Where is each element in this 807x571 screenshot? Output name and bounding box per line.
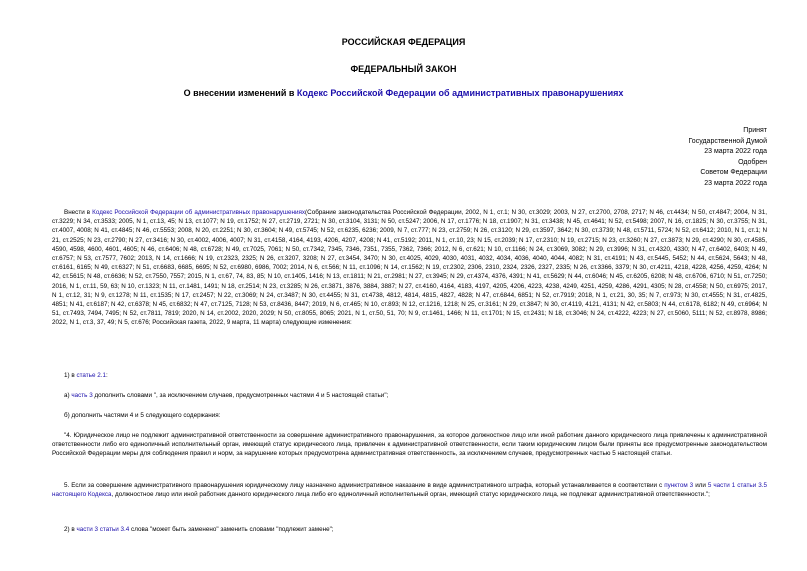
approved-date: 23 марта 2022 года	[704, 179, 767, 187]
article-3-5-link[interactable]: 5 части 1 статьи 3.5 настоящего Кодекса	[52, 482, 767, 499]
point-3-link[interactable]: пунктом 3	[664, 482, 694, 489]
approved-by: Советом Федерации	[700, 169, 767, 176]
item-1a	[52, 391, 767, 400]
part-5-text-c: , должностное лицо или иной работник данного юридического лица либо его единоличный исполнительный орган, имеющий статус юридического лица, не подлежат административной ответственности.";	[111, 491, 710, 499]
intro-code-link[interactable]: Кодекс Российской Федерации об административных правонарушениях	[92, 209, 306, 216]
adoption-info	[688, 126, 767, 189]
approved-label: Одобрен	[738, 158, 767, 166]
code-link[interactable]: Кодекс Российской Федерации об административных правонарушениях	[296, 88, 624, 98]
law-title	[0, 88, 807, 98]
item-1a-prefix: а)	[64, 392, 72, 399]
part-4-paragraph: "4. Юридическое лицо не подлежит административной ответственности за совершение административного правонарушения, за которое должностное лицо или иной работник данного юридического лица привлечены к административной ответственности либо его единоличный исполнительный орган, имеющий статус юридического лица, привлечен к административной ответственности, если таким юридическим лицом были приняты все предусмотренные законодательством Российской Федерации меры для соблюдения правил и норм, за нарушение которых предусмотрена административная ответственность, за исключением случаев, предусмотренных частью 5 настоящей статьи.	[52, 432, 767, 458]
intro-paragraph	[52, 208, 767, 328]
item-2	[52, 525, 767, 534]
part-5-paragraph	[52, 481, 767, 499]
intro-prefix: Внести в	[64, 209, 93, 216]
item-2-text: слова "может быть заменено" заменить словами "подлежит замене";	[129, 526, 334, 533]
law-type-heading: ФЕДЕРАЛЬНЫЙ ЗАКОН	[350, 64, 457, 74]
item-1a-text: дополнить словами ", за исключением случаев, предусмотренных частями 4 и 5 настоящей статьи";	[92, 392, 389, 399]
article-2-1-link[interactable]: статье 2.1	[76, 372, 106, 379]
item-1-prefix: 1) в	[64, 372, 77, 379]
article-3-4-link[interactable]: части 3 статьи 3.4	[76, 526, 130, 533]
item-2-prefix: 2) в	[64, 526, 77, 533]
federation-heading: РОССИЙСКАЯ ФЕДЕРАЦИЯ	[341, 37, 466, 47]
part-3-link[interactable]: часть 3	[71, 392, 93, 399]
adopted-label: Принят	[743, 127, 767, 134]
item-1	[52, 371, 767, 380]
intro-text: (Собрание законодательства Российской Федерации, 2002, N 1, ст.1; N 30, ст.3029; 2003, N 27, ст.2700, 2708, 2717; N 46, ст.4434; N 50, ст.4847; 2004, N 31, ст.3229; N 34, ст.3533; 2005, N 1, ст.13, 45; N 13, ст.1077; N 19, ст.1752; N 27, ст.2719, 2721; N 30, ст.3104, 3131; N 50, ст.5247; 2006, N 17, ст.1776; N 18, ст.1907; N 31, ст.3438; N 45, ст.4641; N 52, ст.5498; 2007, N 16, ст.1825; N 30, ст.3755; N 31, ст.4007, 4008; N 41, ст.4845; N 46, ст.5553; 2008, N 20, ст.2251; N 30, ст.3604; N 49, ст.5745; N 52, ст.6235, 6236; 2009, N 7, ст.777; N 23, ст.2759; N 26, ст.3120; N 29, ст.3597, 3642; N 30, ст.3739; N 48, ст.5711, 5724; N 52, ст.6412; 2010, N 1, ст.1; N 21, ст.2525; N 23, ст.2790; N 27, ст.3416; N 30, ст.4002, 4006, 4007; N 31, ст.4158, 4164, 4193, 4206, 4207, 4208; N 41, ст.5192; 2011, N 1, ст.10, 23; N 15, ст.2039; N 17, ст.2310; N 19, ст.2715; N 23, ст.3260; N 27, ст.3873; N 29, ст.4290; N 30, ст.4585, 4590, 4598, 4600, 4601, 4605; N 46, ст.6406; N 48, ст.6728; N 49, ст.7025, 7061; N 50, ст.7342, 7345, 7346, 7351, 7355, 7362, 7366; 2012, N 6, ст.621; N 10, ст.1166; N 24, ст.3069, 3082; N 29, ст.3996; N 31, ст.4320, 4330; N 47, ст.6402, 6403; N 49, ст.6757; N 53, ст.7577, 7602; 2013, N 14, ст.1666; N 19, ст.2323, 2325; N 26, ст.3207, 3208; N 27, ст.3454, 3470; N 30, ст.4025, 4029, 4030, 4031, 4032, 4034, 4036, 4040, 4044, 4082; N 31, ст.4191; N 43, ст.5445, 5452; N 44, ст.5624, 5643; N 48, ст.6161, 6165; N 49, ст.6327; N 51, ст.6683, 6685, 6695; N 52, ст.6980, 6986, 7002; 2014, N 6, ст.566; N 11, ст.1096; N 14, ст.1562; N 19, ст.2302, 2306, 2310, 2324, 2326, 2327, 2335; N 26, ст.3366, 3379; N 30, ст.4211, 4218, 4228, 4256, 4259, 4264; N 42, ст.5615; N 48, ст.6636; N 52, ст.7550, 7557; 2015, N 1, ст.67, 74, 83, 85; N 10, ст.1405, 1416; N 13, ст.1811; N 21, ст.2981; N 27, ст.3945; N 29, ст.4374, 4376, 4391; N 41, ст.5629; N 44, ст.6046; N 45, ст.6205, 6208; N 48, ст.6706, 6710; N 51, ст.7250; 2016, N 1, ст.11, 59, 63; N 10, ст.1323; N 11, ст.1481, 1491; N 18, ст.2514; N 23, ст.3285; N 26, ст.3871, 3876, 3884, 3887; N 27, ст.4160, 4164, 4183, 4197, 4205, 4206, 4223, 4238, 4249, 4251, 4259, 4286, 4291, 4305; N 28, ст.4558; N 50, ст.6975; 2017, N 1, ст.12, 31; N 9, ст.1278; N 11, ст.1535; N 17, ст.2457; N 22, ст.3069; N 24, ст.3487; N 30, ст.4455; N 31, ст.4738, 4812, 4814, 4815, 4827, 4828; N 47, ст.6844, 6851; N 52, ст.7919; 2018, N 1, ст.21, 30, 35; N 7, ст.973; N 30, ст.4555; N 31, ст.4825, 4851; N 41, ст.6187; N 42, ст.6378; N 45, ст.6832; N 47, ст.7125, 7128; N 53, ст.8436, 8447; 2019, N 6, ст.465; N 10, ст.893; N 12, ст.1216, 1218; N 25, ст.3161; N 29, ст.3847; N 30, ст.4119, 4121, 4131; N 42, ст.5803; N 44, ст.6178, 6182; N 49, ст.6964; N 51, ст.7493, 7494, 7495; N 52, ст.7811, 7819; 2020, N 14, ст.2002, 2020, 2029; N 50, ст.8055, 8065; 2021, N 1, ст.50, 51, 70; N 9, ст.1461, 1466; N 11, ст.1701; N 15, ст.2431; N 18, ст.3046; N 24, ст.4222, 4223; N 27, ст.5060, 5111; N 52, ст.8978, 8986; 2022, N 1, ст.3, 37, 49; N 5, ст.676; Российская газета, 2022, 9 марта, 11 марта) следующие изменения:	[52, 209, 767, 327]
item-1-suffix: :	[105, 372, 108, 379]
part-5-text-b: или	[693, 482, 708, 489]
adopted-date: 23 марта 2022 года	[704, 148, 767, 155]
part-5-text-a: 5. Если за совершение административного правонарушения юридическому лицу назначено административное наказание в виде административного штрафа, который устанавливается в соответствии с	[64, 482, 665, 489]
item-1b: б) дополнить частями 4 и 5 следующего содержания:	[64, 412, 221, 419]
law-title-prefix: О внесении изменений в	[183, 88, 297, 98]
adopted-by: Государственной Думой	[688, 137, 767, 145]
